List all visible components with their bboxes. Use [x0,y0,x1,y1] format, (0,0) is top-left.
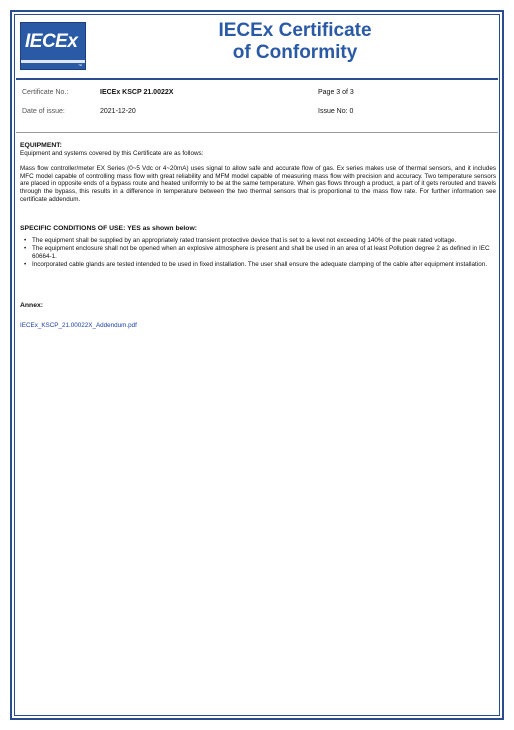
title-line-2: of Conformity [232,42,358,63]
title-line-1: IECEx Certificate [218,20,372,41]
equipment-intro: Equipment and systems covered by this Certificate are as follows: [20,149,204,157]
header-divider [16,78,498,80]
page-number: Page 3 of 3 [318,89,354,96]
annex-section [20,302,496,329]
date-of-issue-value: 2021-12-20 [100,108,136,115]
iecex-logo: IECEx ™ [20,22,86,70]
condition-item: • The equipment enclosure shall not be opened when an explosive atmosphere is present and shall be used in an area of at least Pollution degree 2 as defined in IEC 60664-1. [32,245,496,260]
conditions-heading: SPECIFIC CONDITIONS OF USE: YES as shown below: [20,225,197,232]
page-border-inner [14,14,500,716]
meta-divider [16,132,498,133]
equipment-section [20,142,496,203]
certificate-no-label: Certificate No.: [22,89,69,96]
condition-item: • Incorporated cable glands are tested intended to be used in fixed installation. The user shall ensure the adequate clamping of the cable after equipment installation. [32,261,496,269]
equipment-description: Mass flow controller/meter EX Series (0~5 Vdc or 4~20mA) uses signal to allow safe and accurate flow of gas. Ex series makes use of thermal sensors, and it includes MFC model capable of controlling mass flow with great reliability and MFM model capable of measuring mass flow with precision and accuracy. Two temperature sensors are placed in opposite ends of a bypass route and heated uniformly to be at the same temperature. When gas flows through a product, a part of it gets rerouted and travels through the bypass, this results in a difference in temperature between the two thermal sensors that is proportional to the mass flow rate. For further information see certificate addendum. [20,165,496,203]
annex-heading: Annex: [20,302,44,309]
issue-number: Issue No: 0 [318,108,354,115]
annex-file-link[interactable]: IECEx_KSCP_21.00022X_Addendum.pdf [20,321,137,329]
date-of-issue-label: Date of issue: [22,108,65,115]
conditions-section [20,225,496,270]
conditions-list [20,237,496,269]
certificate-title [100,20,490,64]
logo-text: IECEx [25,31,78,52]
condition-item: • The equipment shall be supplied by an appropriately rated transient protective device that is set to a level not exceeding 140% of the peak rated voltage. [32,237,496,245]
certificate-no-value: IECEx KSCP 21.0022X [100,89,174,96]
equipment-heading: EQUIPMENT: [20,142,62,149]
